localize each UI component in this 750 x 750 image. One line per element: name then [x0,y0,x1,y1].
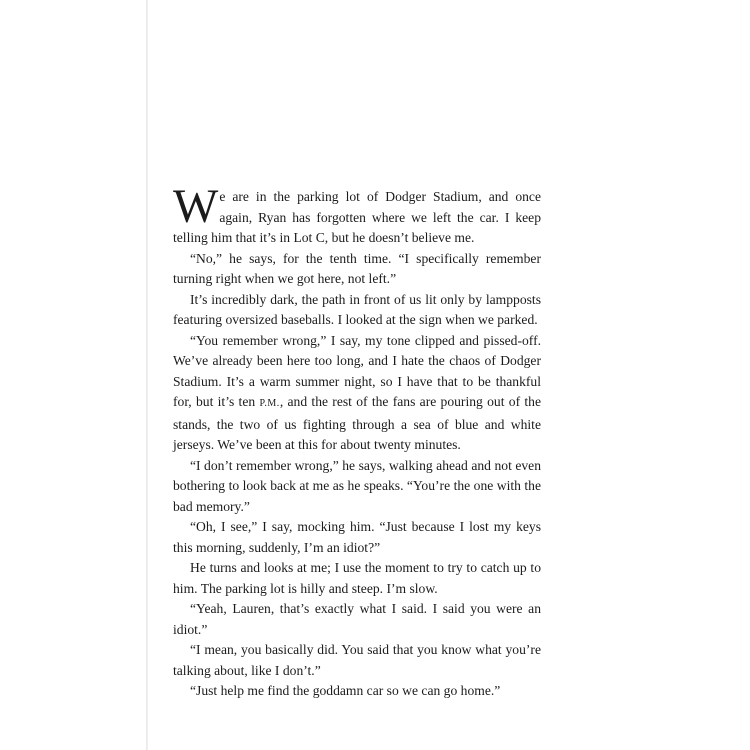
paragraph-1 [173,180,541,249]
body-text [173,180,541,702]
paragraph-7: He turns and looks at me; I use the moment to try to catch up to him. The parking lot is hilly and steep. I’m slow. [173,560,541,596]
paragraph-6: “Oh, I see,” I say, mocking him. “Just because I lost my keys this morning, suddenly, I’m an idiot?” [173,519,541,555]
paragraph-4 [173,331,541,456]
paragraph-text: e are in the parking lot of Dodger Stadium, and once again, Ryan has forgotten where we left the car. I keep telling him that it’s in Lot C, but he doesn’t believe me. [173,189,541,245]
paragraph-8: “Yeah, Lauren, that’s exactly what I said. I said you were an idiot.” [173,601,541,637]
paragraph-10: “Just help me find the goddamn car so we can go home.” [190,683,501,698]
page-gutter-shadow [146,0,148,750]
paragraph-text: , and the rest of the fans are pouring out of the stands, the two of us fighting through a sea of blue and white jerseys. We’ve been at this for about twenty minutes. [173,394,541,452]
paragraph-3: It’s incredibly dark, the path in front of us lit only by lampposts featuring oversized baseballs. I looked at the sign when we parked. [173,291,541,327]
paragraph-9: “I mean, you basically did. You said that you know what you’re talking about, like I don’t.” [173,642,541,678]
paragraph-2: “No,” he says, for the tenth time. “I specifically remember turning right when we got here, not left.” [173,250,541,286]
paragraph-text: “You remember wrong,” I say, my tone clipped and pissed-off. We’ve already been here too long, and I hate the chaos of Dodger Stadium. It’s a warm summer night, so I have that to be thankful for, but it’s ten [173,332,541,409]
drop-cap: W [173,180,219,233]
time-smallcaps: P.M. [259,398,280,409]
paragraph-5: “I don’t remember wrong,” he says, walking ahead and not even bothering to look back at me as he speaks. “You’re the one with the bad memory.” [173,457,541,514]
